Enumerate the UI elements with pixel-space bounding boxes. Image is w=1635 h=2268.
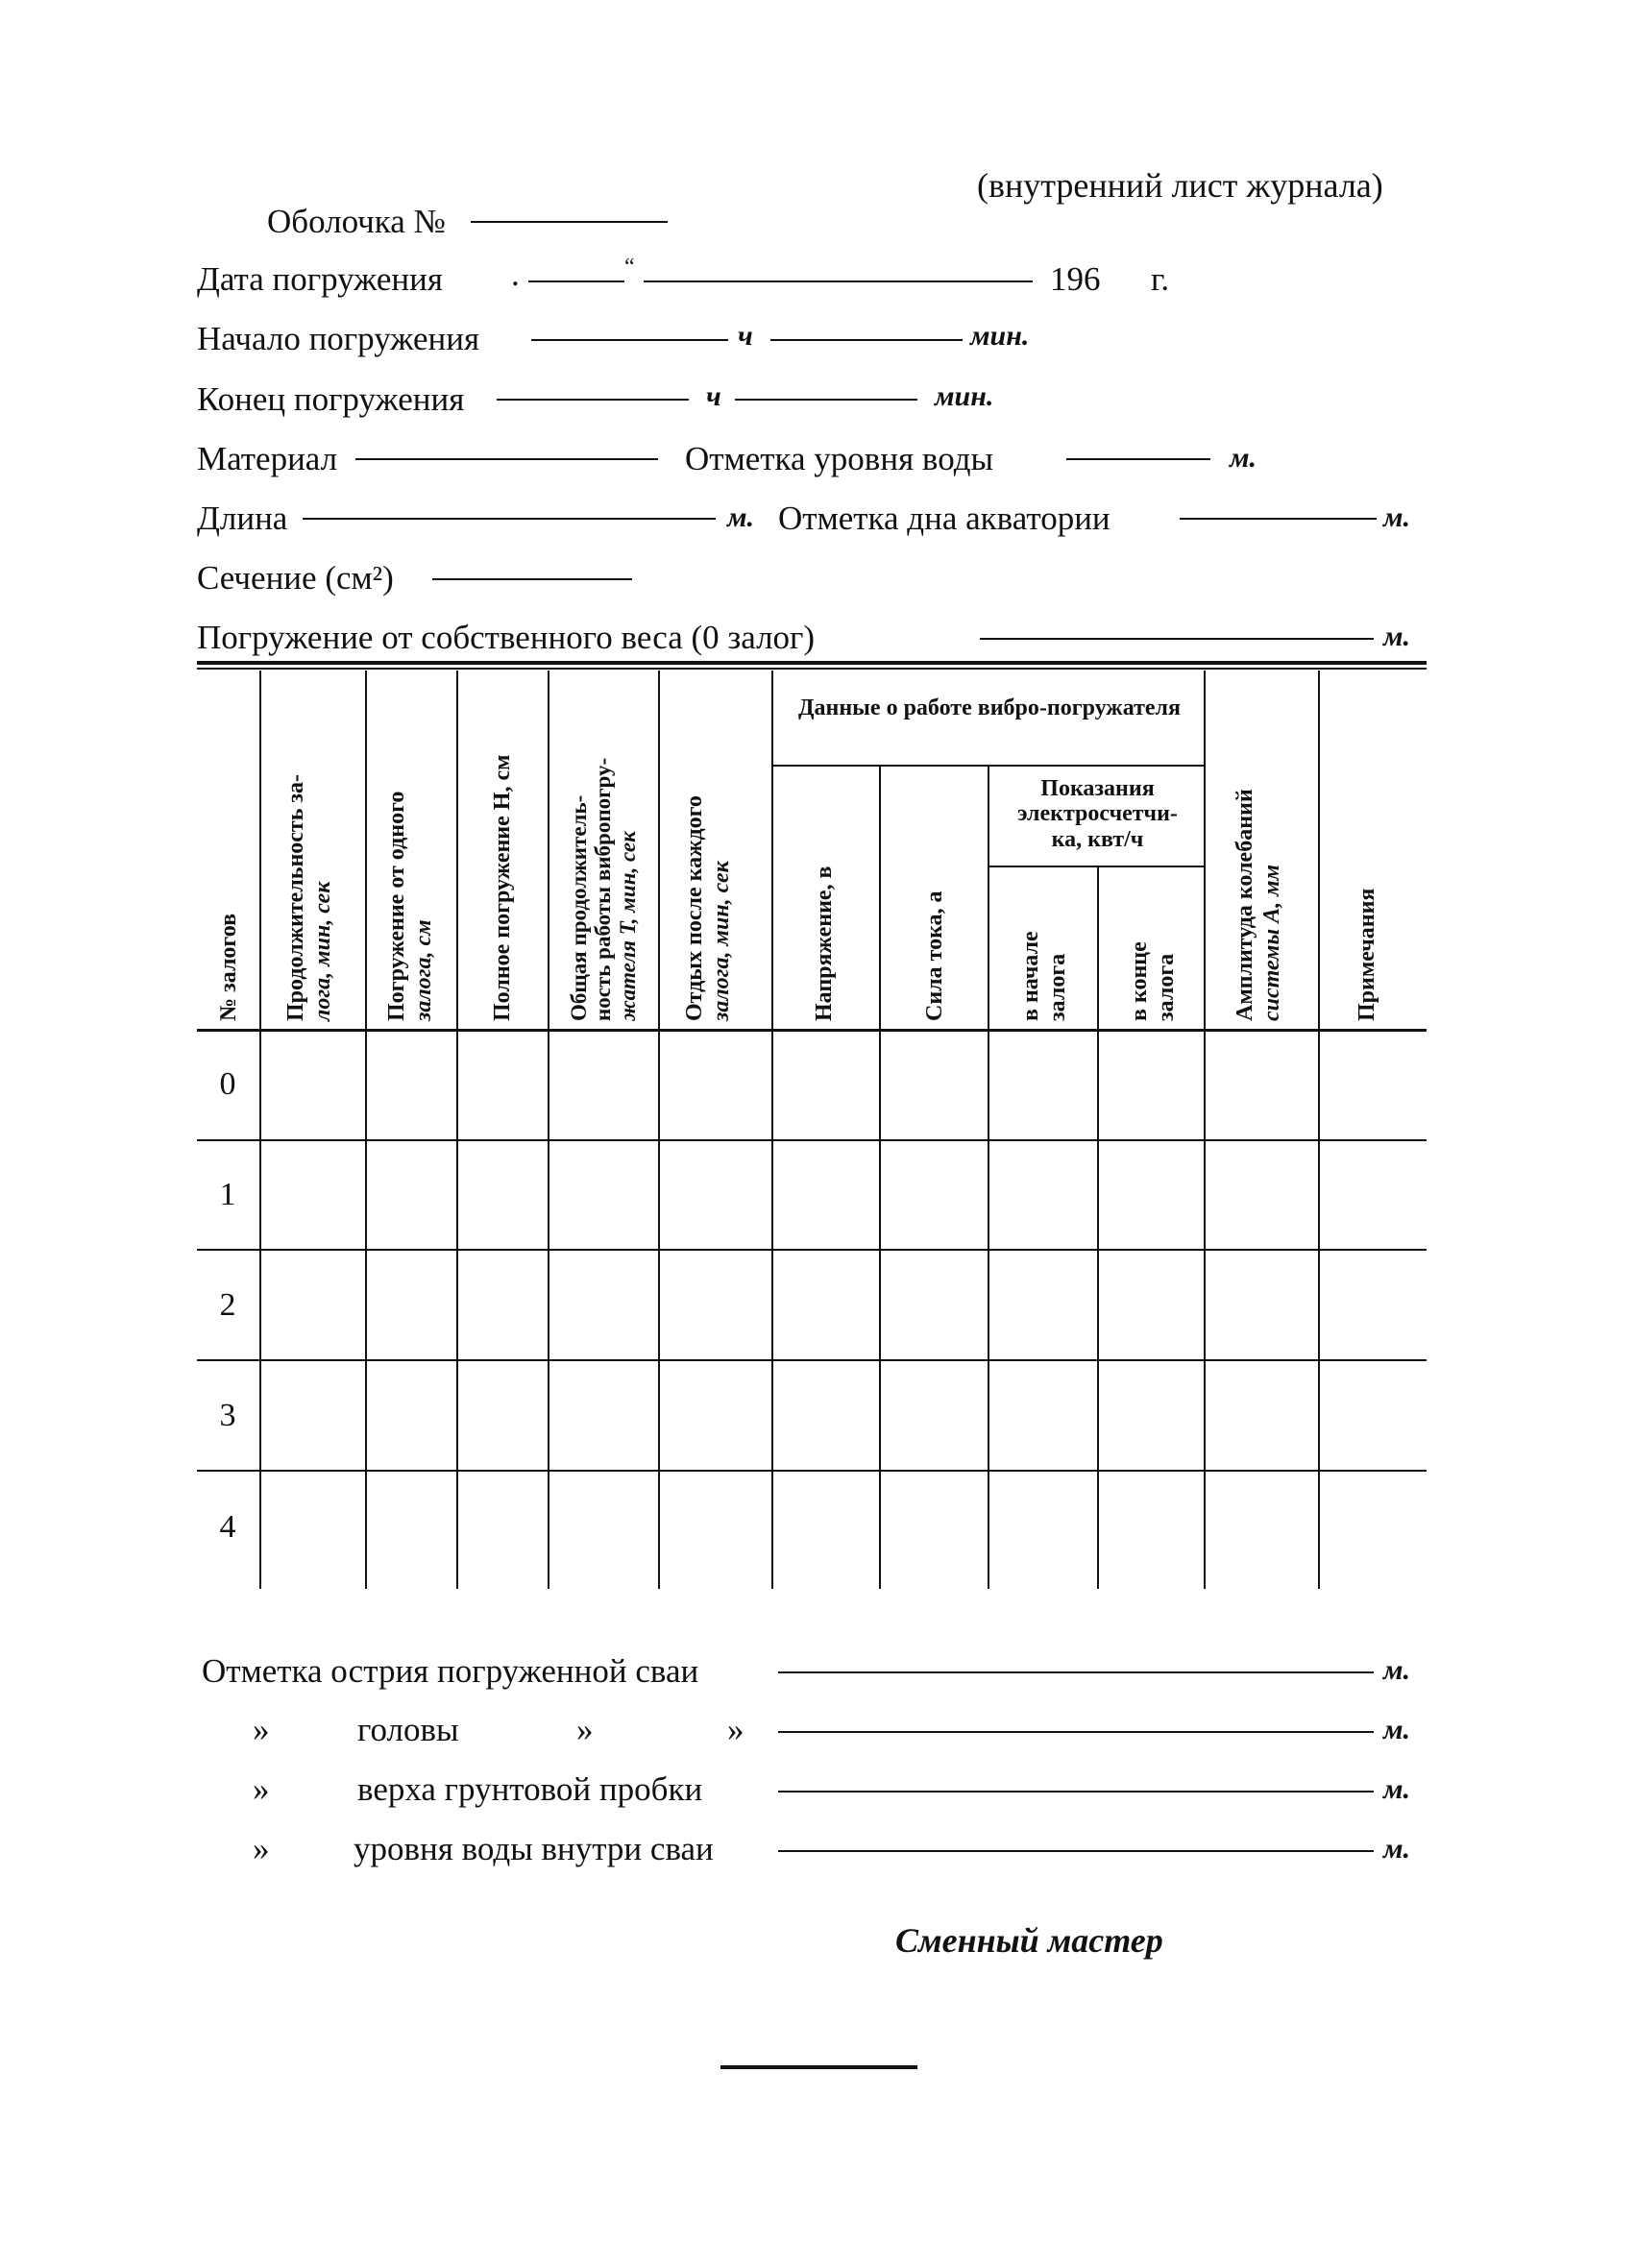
col-rest-text-2: залога, мин, сек — [708, 861, 734, 1021]
col-overall-text-1: Общая продолжитель- — [567, 794, 591, 1021]
row-number-2: 2 — [219, 1287, 236, 1323]
bottom-blank — [1180, 518, 1377, 520]
date-label: Дата погружения — [197, 260, 443, 298]
col-start-text-2: залога — [1044, 953, 1070, 1021]
row-number-3: 3 — [219, 1398, 236, 1433]
water-level-label: Отметка уровня воды — [685, 440, 994, 477]
head-quote-3: » — [727, 1711, 744, 1748]
self-weight-blank — [980, 638, 1374, 640]
col-single-text: Погружение от одного — [384, 791, 409, 1021]
col-duration-text-2: лога, мин, сек — [309, 881, 335, 1021]
date-month-blank — [644, 280, 1033, 282]
header-bottom-rule — [197, 1029, 1427, 1032]
col-line-9 — [1097, 867, 1099, 1589]
tip-blank — [778, 1671, 1374, 1673]
table-top-rule — [197, 661, 1427, 665]
date-g: г. — [1151, 260, 1170, 298]
row-rule-2 — [197, 1249, 1427, 1251]
col-line-2 — [365, 671, 367, 1589]
col-voltage-header — [812, 781, 839, 1021]
plug-quote: » — [253, 1770, 270, 1808]
col-line-5 — [658, 671, 660, 1589]
self-weight-unit: м. — [1383, 621, 1411, 652]
length-unit: м. — [727, 501, 755, 533]
date-dot: . — [511, 256, 520, 293]
inner-water-blank — [778, 1850, 1374, 1852]
shell-blank — [471, 221, 668, 223]
col-amp-header — [1232, 680, 1285, 1021]
col-line-7 — [879, 767, 881, 1589]
inner-water-unit: м. — [1383, 1833, 1411, 1865]
water-level-unit: м. — [1230, 442, 1257, 474]
group-meter-header: Показания электросчетчи-ка, квт/ч — [1017, 776, 1178, 852]
row-number-0: 0 — [219, 1066, 236, 1102]
col-no-text: № залогов — [216, 913, 241, 1021]
group-vibro-header: Данные о работе вибро-погружателя — [798, 695, 1181, 720]
head-label: головы — [357, 1711, 459, 1748]
signature: Сменный мастер — [895, 1921, 1163, 1960]
col-line-6 — [771, 671, 773, 1589]
col-total-header — [490, 671, 517, 1021]
col-end-text: в конце — [1127, 941, 1152, 1021]
col-line-8 — [988, 767, 989, 1589]
start-h: ч — [738, 320, 753, 352]
plug-blank — [778, 1791, 1374, 1792]
col-duration-header — [283, 680, 336, 1021]
col-notes-header — [1354, 733, 1381, 1021]
head-quote-1: » — [253, 1711, 270, 1748]
col-end-header — [1127, 877, 1180, 1021]
col-line-10 — [1204, 671, 1206, 1589]
date-year: 196 — [1050, 260, 1101, 298]
row-rule-1 — [197, 1139, 1427, 1141]
start-min: мин. — [970, 320, 1030, 352]
bottom-label: Отметка дна акватории — [778, 500, 1110, 537]
col-single-text-2: залога, см — [410, 919, 436, 1021]
end-label: Конец погружения — [197, 380, 465, 418]
header-note: (внутренний лист журнала) — [977, 166, 1383, 205]
row-number-4: 4 — [219, 1509, 236, 1545]
end-h: ч — [706, 380, 721, 412]
section-label: Сечение (см²) — [197, 559, 394, 597]
col-single-header — [384, 680, 437, 1021]
material-blank — [355, 458, 658, 460]
log-table — [197, 661, 1427, 1591]
head-quote-2: » — [576, 1711, 594, 1748]
inner-water-quote: » — [253, 1830, 270, 1867]
end-min: мин. — [935, 380, 994, 412]
date-quote: “ — [624, 255, 635, 280]
tip-label: Отметка острия погруженной сваи — [202, 1652, 699, 1690]
col-no-header — [216, 733, 243, 1021]
start-label: Начало погружения — [197, 320, 480, 357]
col-line-4 — [548, 671, 549, 1589]
table-top-rule-2 — [197, 668, 1427, 670]
section-blank — [432, 578, 632, 580]
end-h-blank — [497, 399, 689, 401]
col-notes-text: Примечания — [1354, 888, 1379, 1021]
water-level-blank — [1066, 458, 1210, 460]
plug-unit: м. — [1383, 1773, 1411, 1805]
col-overall-header — [567, 671, 640, 1021]
row-rule-4 — [197, 1470, 1427, 1472]
col-end-text-2: залога — [1153, 953, 1179, 1021]
head-unit: м. — [1383, 1714, 1411, 1745]
plug-label: верха грунтовой пробки — [357, 1770, 703, 1808]
bottom-unit: м. — [1383, 501, 1411, 533]
length-blank — [303, 518, 716, 520]
row-number-1: 1 — [219, 1177, 236, 1212]
col-overall-text-2: ность работы вибропогру- — [591, 757, 616, 1021]
col-amp-text-2: системы A, мм — [1258, 864, 1284, 1021]
col-rest-header — [682, 680, 735, 1021]
self-weight-label: Погружение от собственного веса (0 залог) — [197, 619, 816, 656]
group-meter-rule — [988, 866, 1204, 867]
row-rule-3 — [197, 1359, 1427, 1361]
col-line-1 — [259, 671, 261, 1589]
material-label: Материал — [197, 440, 338, 477]
col-duration-text: Продолжительность за- — [283, 773, 308, 1021]
start-min-blank — [770, 339, 963, 341]
col-line-11 — [1318, 671, 1320, 1589]
date-day-blank — [528, 280, 624, 282]
col-overall-text-3: жателя T, мин, сек — [615, 831, 640, 1021]
col-total-text: Полное погружение H, см — [490, 754, 515, 1021]
col-start-text: в начале — [1018, 931, 1043, 1021]
col-amp-text: Амплитуда колебаний — [1232, 789, 1257, 1021]
inner-water-label: уровня воды внутри сваи — [354, 1830, 714, 1867]
shell-label: Оболочка № — [267, 203, 446, 240]
length-label: Длина — [197, 500, 288, 537]
col-voltage-text: Напряжение, в — [812, 866, 837, 1021]
tip-unit: м. — [1383, 1654, 1411, 1686]
head-blank — [778, 1731, 1374, 1733]
col-current-text: Сила тока, а — [922, 890, 947, 1021]
col-line-3 — [456, 671, 458, 1589]
col-rest-text: Отдых после каждого — [682, 795, 707, 1021]
end-min-blank — [735, 399, 917, 401]
bottom-rule — [720, 2065, 917, 2069]
col-start-header — [1018, 877, 1071, 1021]
col-current-header — [922, 781, 949, 1021]
start-h-blank — [531, 339, 728, 341]
